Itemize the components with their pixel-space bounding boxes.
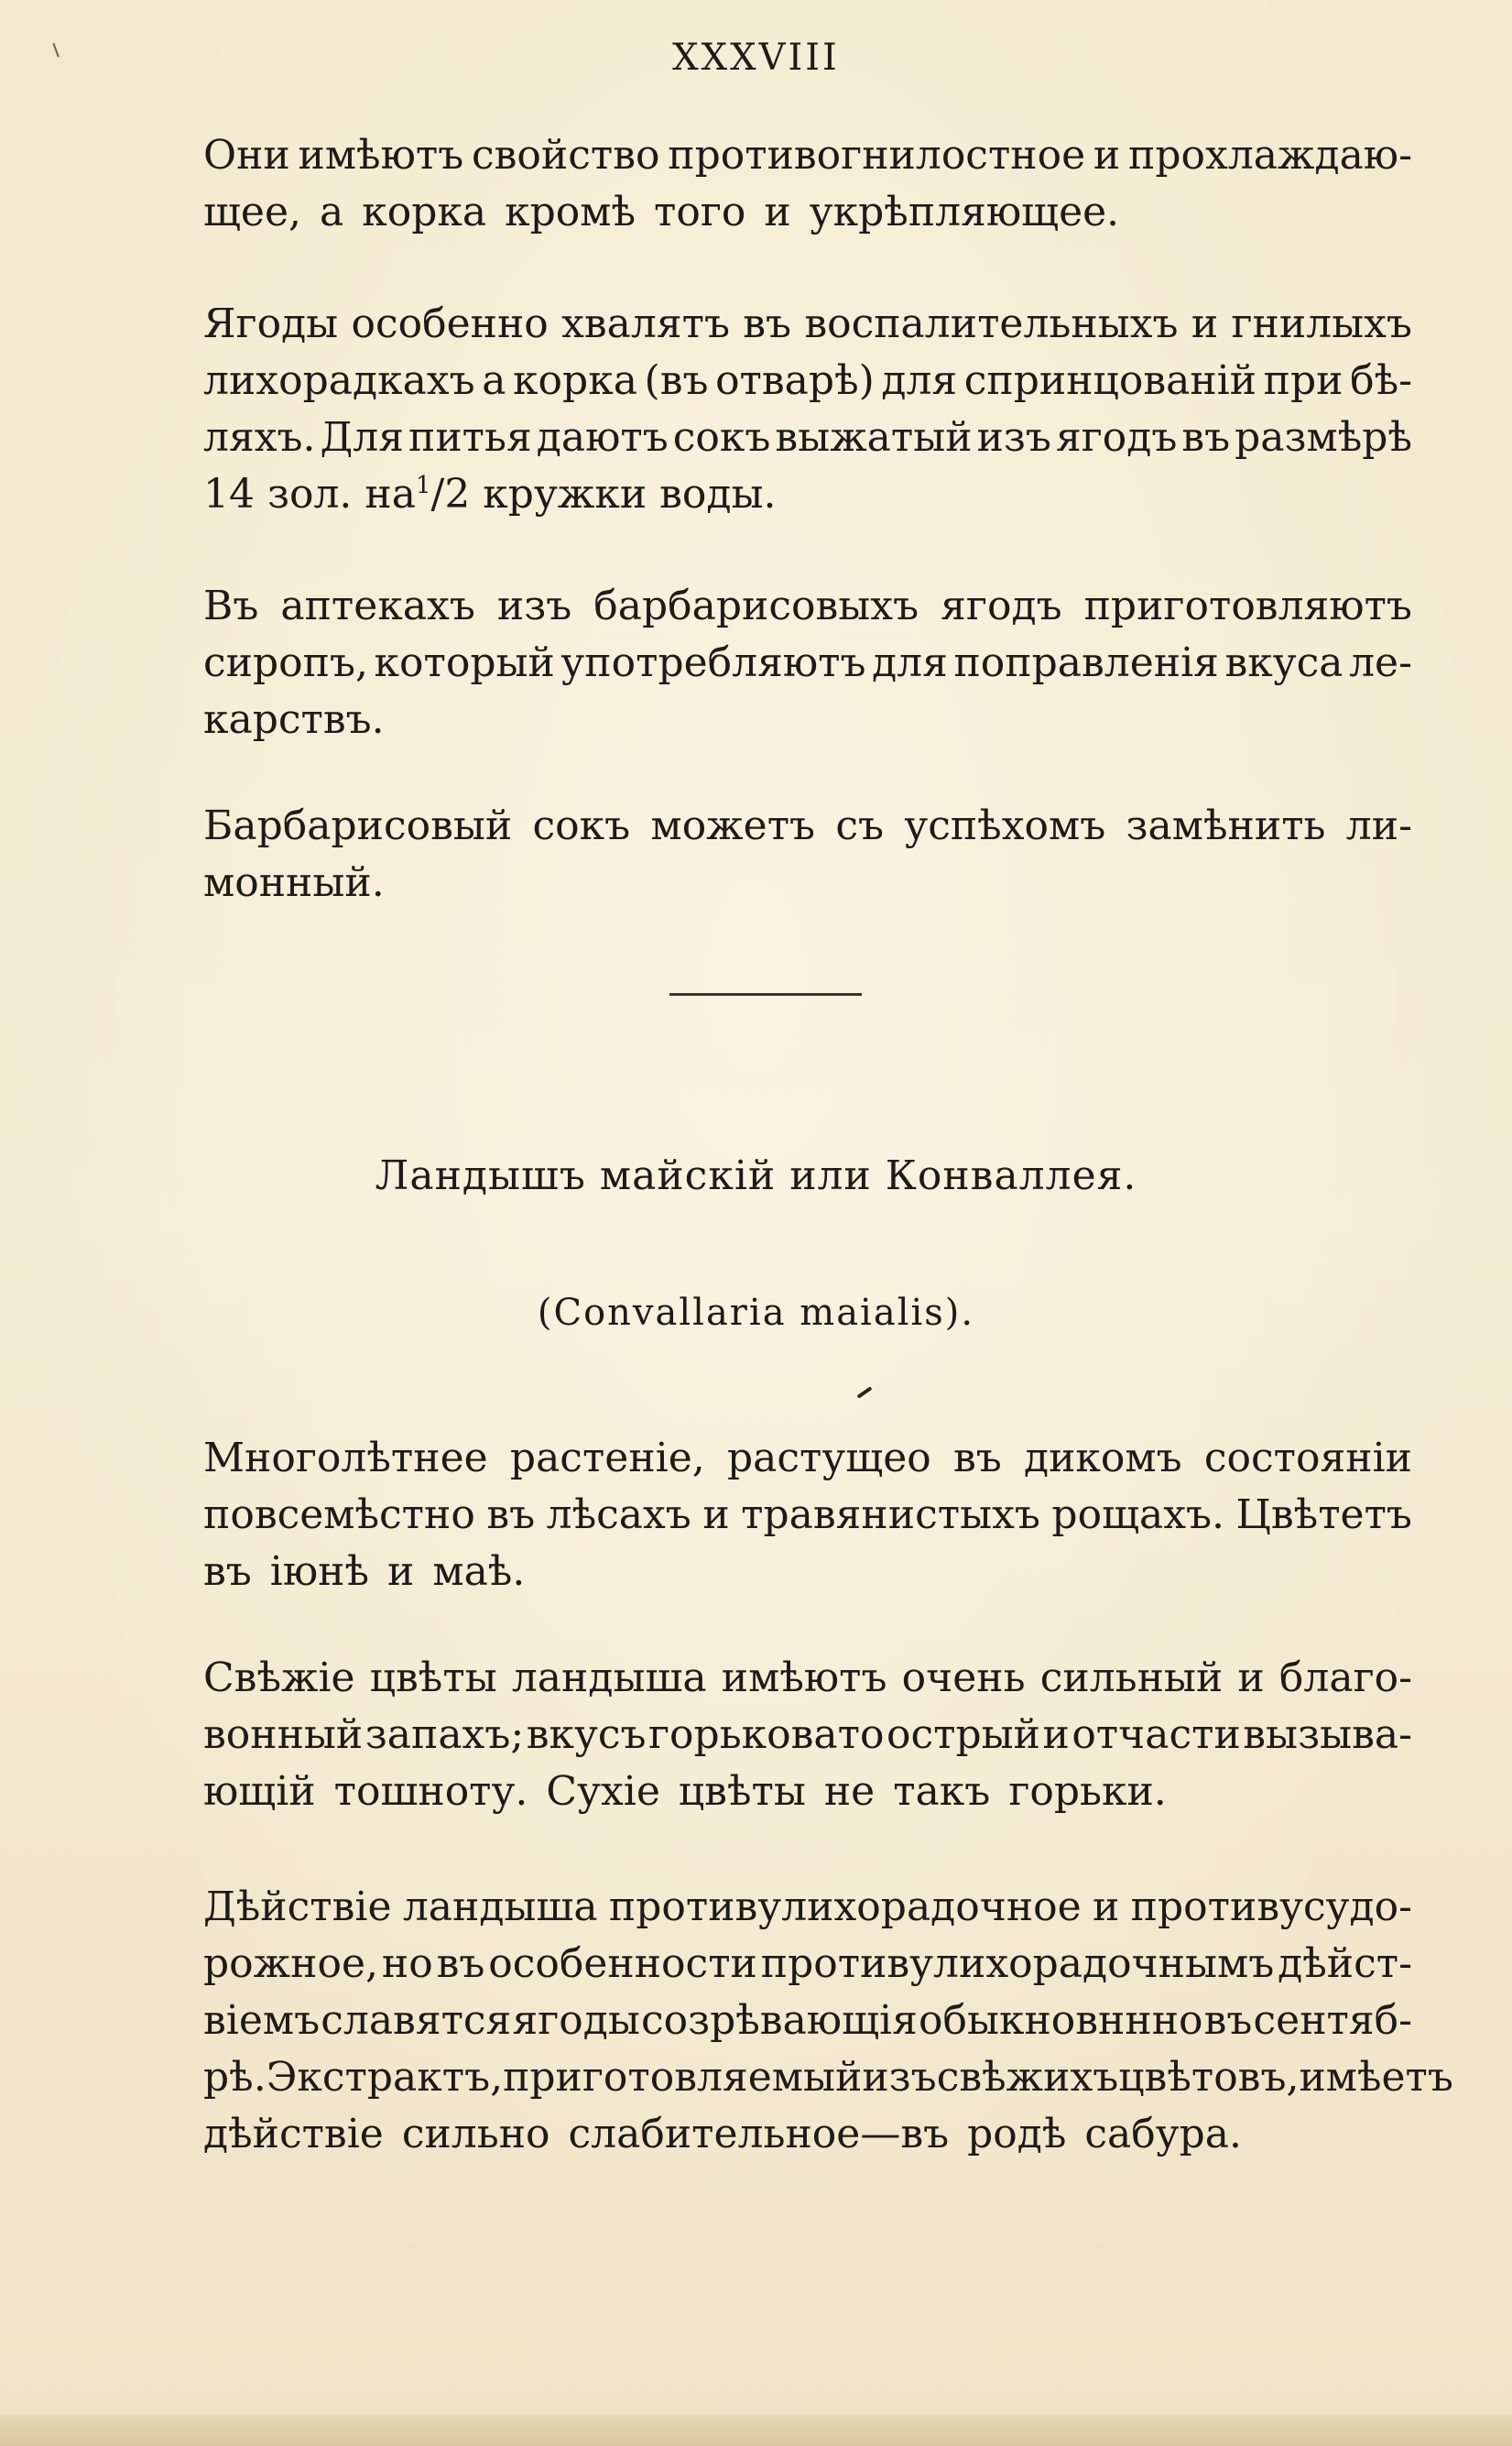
word: повсемѣстно [203, 1491, 475, 1538]
word: горьки. [1008, 1768, 1167, 1815]
word: имѣютъ [721, 1654, 887, 1701]
word: въ [203, 1548, 252, 1595]
word: рожное, [203, 1940, 378, 1987]
ink-mark [856, 1386, 872, 1399]
word: вонный [203, 1711, 364, 1758]
section-title: Ландышъ майскій или Конваллея. [375, 1152, 1137, 1199]
word: лихорадкахъ [203, 357, 475, 404]
word: ягодъ [1055, 414, 1178, 461]
dose-line [203, 471, 1412, 528]
text-line [203, 1548, 1412, 1605]
word: славятся [321, 1997, 512, 2044]
word: для [872, 639, 948, 686]
word: рѣ. [203, 2054, 267, 2101]
text-line [203, 300, 1412, 357]
word: съ [835, 803, 884, 849]
word: Ягоды [203, 300, 339, 347]
word: сильно [401, 2111, 550, 2157]
word: аптекахъ [280, 583, 475, 629]
word: растеніе, [509, 1435, 705, 1481]
word: въ [952, 1435, 1002, 1481]
text-line [203, 859, 1412, 916]
word: рощахъ. [1051, 1491, 1224, 1538]
word: гнилыхъ [1231, 300, 1412, 347]
dose-fraction-numerator: 1 [415, 472, 431, 500]
word: созрѣвающія [640, 1997, 918, 2044]
word: ландыша [402, 1884, 598, 1930]
word: въ [436, 1940, 485, 1987]
word: цвѣты [678, 1768, 806, 1815]
word: травянистыхъ [741, 1491, 1040, 1538]
text-line [203, 414, 1412, 471]
text-line [203, 639, 1412, 696]
word: свѣжихъ [936, 2054, 1119, 2101]
word: спринцованій [963, 357, 1257, 404]
word: въ [743, 300, 792, 347]
word: ягодъ [941, 583, 1062, 629]
word: карствъ. [203, 696, 385, 743]
text-line [203, 803, 1412, 859]
word: особенно [351, 300, 549, 347]
word: дикомъ [1024, 1435, 1182, 1481]
dose-text-end: /2 кружки воды. [430, 471, 777, 518]
word: имѣетъ [1299, 2054, 1453, 2101]
word: сиропъ, [203, 639, 368, 686]
text-line [203, 1654, 1412, 1711]
word: барбарисовыхъ [593, 583, 919, 629]
word: слабительное—въ [568, 2111, 950, 2157]
word: приготовляемый [503, 2054, 863, 2101]
word: благо- [1278, 1654, 1412, 1701]
word: и [702, 1491, 730, 1538]
word: Сухіе [546, 1768, 660, 1815]
word: вкусъ [526, 1711, 647, 1758]
word: ягоды [512, 1997, 640, 2044]
word: Для [320, 414, 405, 461]
text-line [203, 1884, 1412, 1940]
word: (въ [644, 357, 709, 404]
paragraph-pharmacy-syrup [203, 583, 1412, 753]
word: бѣ- [1350, 357, 1412, 404]
word: родѣ [967, 2111, 1067, 2157]
word: щее, [203, 189, 301, 235]
word: Свѣжіе [203, 1654, 355, 1701]
word: хвалятъ [561, 300, 730, 347]
word: того [654, 189, 746, 235]
word: сокъ [672, 414, 771, 461]
word: Они [203, 132, 290, 179]
word: Цвѣтетъ [1235, 1491, 1412, 1538]
word: а [319, 189, 344, 235]
paragraph-plant-description [203, 1435, 1412, 1605]
word: лѣсахъ [546, 1491, 691, 1538]
word: ли- [1345, 803, 1412, 849]
word: имѣютъ [298, 132, 464, 179]
word: противулихорадочнымъ [760, 1940, 1275, 1987]
latin-name: (Convallaria maialis). [537, 1292, 975, 1334]
word: и [1191, 300, 1219, 347]
word: дѣйст- [1278, 1940, 1412, 1987]
word: отчасти [1071, 1711, 1241, 1758]
word: и [764, 189, 791, 235]
word: а [482, 357, 506, 404]
text-line [203, 1940, 1412, 1997]
word: сабура. [1084, 2111, 1243, 2157]
page-bottom-edge [0, 2414, 1512, 2446]
word: ле- [1349, 639, 1412, 686]
word: для [881, 357, 958, 404]
word: отварѣ) [715, 357, 875, 404]
word: сокъ [532, 803, 631, 849]
word: выжатый [775, 414, 973, 461]
word: вызыва- [1243, 1711, 1412, 1758]
word: віемъ [203, 1997, 321, 2044]
word: воспалительныхъ [804, 300, 1179, 347]
page-number: XXXVIII [672, 37, 840, 79]
word: цвѣты [369, 1654, 497, 1701]
word: цвѣтовъ, [1118, 2054, 1300, 2101]
paragraph-action [203, 1884, 1453, 2168]
word: не [823, 1768, 876, 1815]
word: Многолѣтнее [203, 1435, 488, 1481]
word: Дѣйствіе [203, 1884, 392, 1930]
word: прохлаждаю- [1128, 132, 1412, 179]
word: приготовляютъ [1083, 583, 1412, 629]
word: успѣхомъ [904, 803, 1106, 849]
word: Въ [203, 583, 259, 629]
word: который [374, 639, 555, 686]
word: изъ [496, 583, 572, 629]
paragraph-properties [203, 132, 1412, 246]
word: въ [1181, 414, 1231, 461]
word: ляхъ. [203, 414, 316, 461]
word: корка [513, 357, 637, 404]
text-line [203, 1768, 1412, 1825]
text-line [203, 1997, 1412, 2054]
word: особенности [488, 1940, 757, 1987]
text-line [203, 189, 1412, 246]
text-line [203, 2111, 1412, 2168]
word: замѣнить [1126, 803, 1326, 849]
word: ющій [203, 1768, 316, 1815]
word: сильный [1039, 1654, 1224, 1701]
word: сентяб- [1253, 1997, 1412, 2044]
word: свойство [472, 132, 660, 179]
word: очень [901, 1654, 1026, 1701]
text-line [203, 1435, 1412, 1491]
word: и [1237, 1654, 1265, 1701]
paragraph-flower-smell [203, 1654, 1412, 1825]
word: и [1093, 1884, 1120, 1930]
word: кромѣ [505, 189, 636, 235]
text-line [203, 357, 1412, 414]
word: Экстрактъ, [266, 2054, 504, 2101]
word: горьковато [647, 1711, 885, 1758]
word: вкуса [1224, 639, 1343, 686]
word: іюнѣ [269, 1548, 370, 1595]
word: въ [486, 1491, 536, 1538]
word: острый [886, 1711, 1040, 1758]
word: такъ [893, 1768, 991, 1815]
text-line [203, 2054, 1453, 2111]
word: запахъ; [364, 1711, 525, 1758]
word: корка [362, 189, 487, 235]
text-line [203, 1711, 1412, 1768]
word: питья [408, 414, 532, 461]
word: маѣ. [432, 1548, 526, 1595]
word: дѣйствіе [203, 2111, 384, 2157]
word: и [1093, 132, 1121, 179]
word: и [387, 1548, 415, 1595]
word: обыкновнннo [918, 1997, 1203, 2044]
word: ландыша [511, 1654, 707, 1701]
word: въ [1203, 1997, 1253, 2044]
word: Барбарисовый [203, 803, 513, 849]
word: даютъ [536, 414, 669, 461]
dose-text: 14 зол. на [203, 471, 416, 518]
word: но [381, 1940, 433, 1987]
word: противогнилостное [668, 132, 1086, 179]
paragraph-berries-use [203, 300, 1412, 528]
word: и [1042, 1711, 1070, 1758]
word: размѣрѣ [1235, 414, 1412, 461]
word: противусудо- [1130, 1884, 1412, 1930]
word: тошноту. [333, 1768, 528, 1815]
word: противулихорадочное [608, 1884, 1082, 1930]
word: при [1263, 357, 1343, 404]
word: изъ [862, 2054, 937, 2101]
text-line [203, 132, 1412, 189]
word: можетъ [650, 803, 816, 849]
word: употребляютъ [560, 639, 866, 686]
word: укрѣпляющее. [809, 189, 1120, 235]
word: растущео [727, 1435, 931, 1481]
word: изъ [976, 414, 1051, 461]
word: поправленія [953, 639, 1219, 686]
paragraph-juice-substitute [203, 803, 1412, 916]
text-line [203, 1491, 1412, 1548]
text-line [203, 583, 1412, 639]
text-line [203, 696, 1412, 753]
word: монный. [203, 859, 385, 906]
section-divider [669, 993, 862, 996]
word: состояніи [1203, 1435, 1412, 1481]
